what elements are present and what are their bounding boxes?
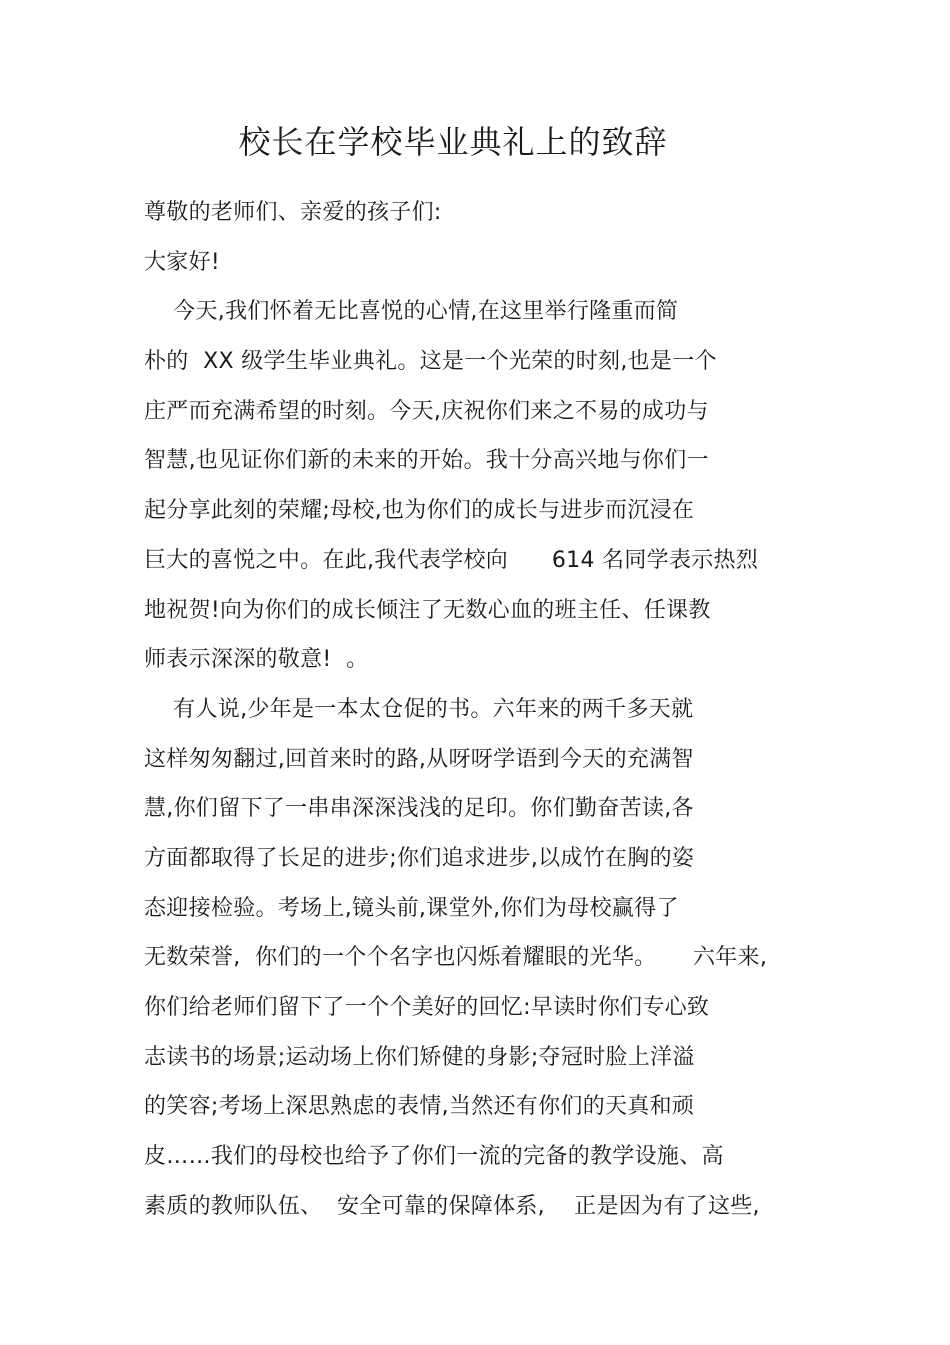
text-line: 态迎接检验。考场上,镜头前,课堂外,你们为母校赢得了: [144, 895, 679, 921]
text-line: 无数荣誉, 你们的一个个名字也闪烁着耀眼的光华。 六年来,: [144, 945, 768, 971]
text-line: 慧,你们留下了一串串深深浅浅的足印。你们勤奋苦读,各: [144, 796, 694, 822]
text-line: 庄严而充满希望的时刻。今天,庆祝你们来之不易的成功与: [144, 398, 709, 424]
text-line: 朴的 XX 级学生毕业典礼。这是一个光荣的时刻,也是一个: [144, 349, 717, 375]
text-line: 大家好!: [144, 249, 221, 275]
document-body: [144, 188, 844, 1231]
text-line: 皮……我们的母校也给予了你们一流的完备的教学设施、高: [144, 1144, 724, 1170]
text-line: 这样匆匆翻过,回首来时的路,从呀呀学语到今天的充满智: [144, 746, 694, 772]
text-line: 志读书的场景;运动场上你们矫健的身影;夺冠时脸上洋溢: [144, 1044, 695, 1070]
text-line: 尊敬的老师们、亲爱的孩子们:: [144, 200, 442, 225]
text-line: 的笑容;考场上深思熟虑的表情,当然还有你们的天真和顽: [144, 1094, 695, 1120]
text-line: 今天,我们怀着无比喜悦的心情,在这里举行隆重而简: [144, 299, 679, 325]
text-line: 师表示深深的敬意! 。: [144, 647, 369, 673]
text-line: 方面都取得了长足的进步;你们追求进步,以成竹在胸的姿: [144, 845, 695, 871]
text-line: 地祝贺!向为你们的成长倾注了无数心血的班主任、任课教: [144, 597, 711, 623]
text-line: 素质的教师队伍、 安全可靠的保障体系, 正是因为有了这些,: [144, 1193, 760, 1219]
text-line: 起分享此刻的荣耀;母校,也为你们的成长与进步而沉浸在: [144, 498, 695, 524]
text-line: 智慧,也见证你们新的未来的开始。我十分高兴地与你们一: [144, 448, 709, 474]
text-line: 巨大的喜悦之中。在此,我代表学校向 614 名同学表示热烈: [144, 547, 759, 573]
text-line: 有人说,少年是一本太仓促的书。六年来的两千多天就: [144, 696, 694, 722]
document-title: 校长在学校毕业典礼上的致辞: [238, 123, 668, 161]
text-line: 你们给老师们留下了一个个美好的回忆:早读时你们专心致: [144, 995, 710, 1020]
